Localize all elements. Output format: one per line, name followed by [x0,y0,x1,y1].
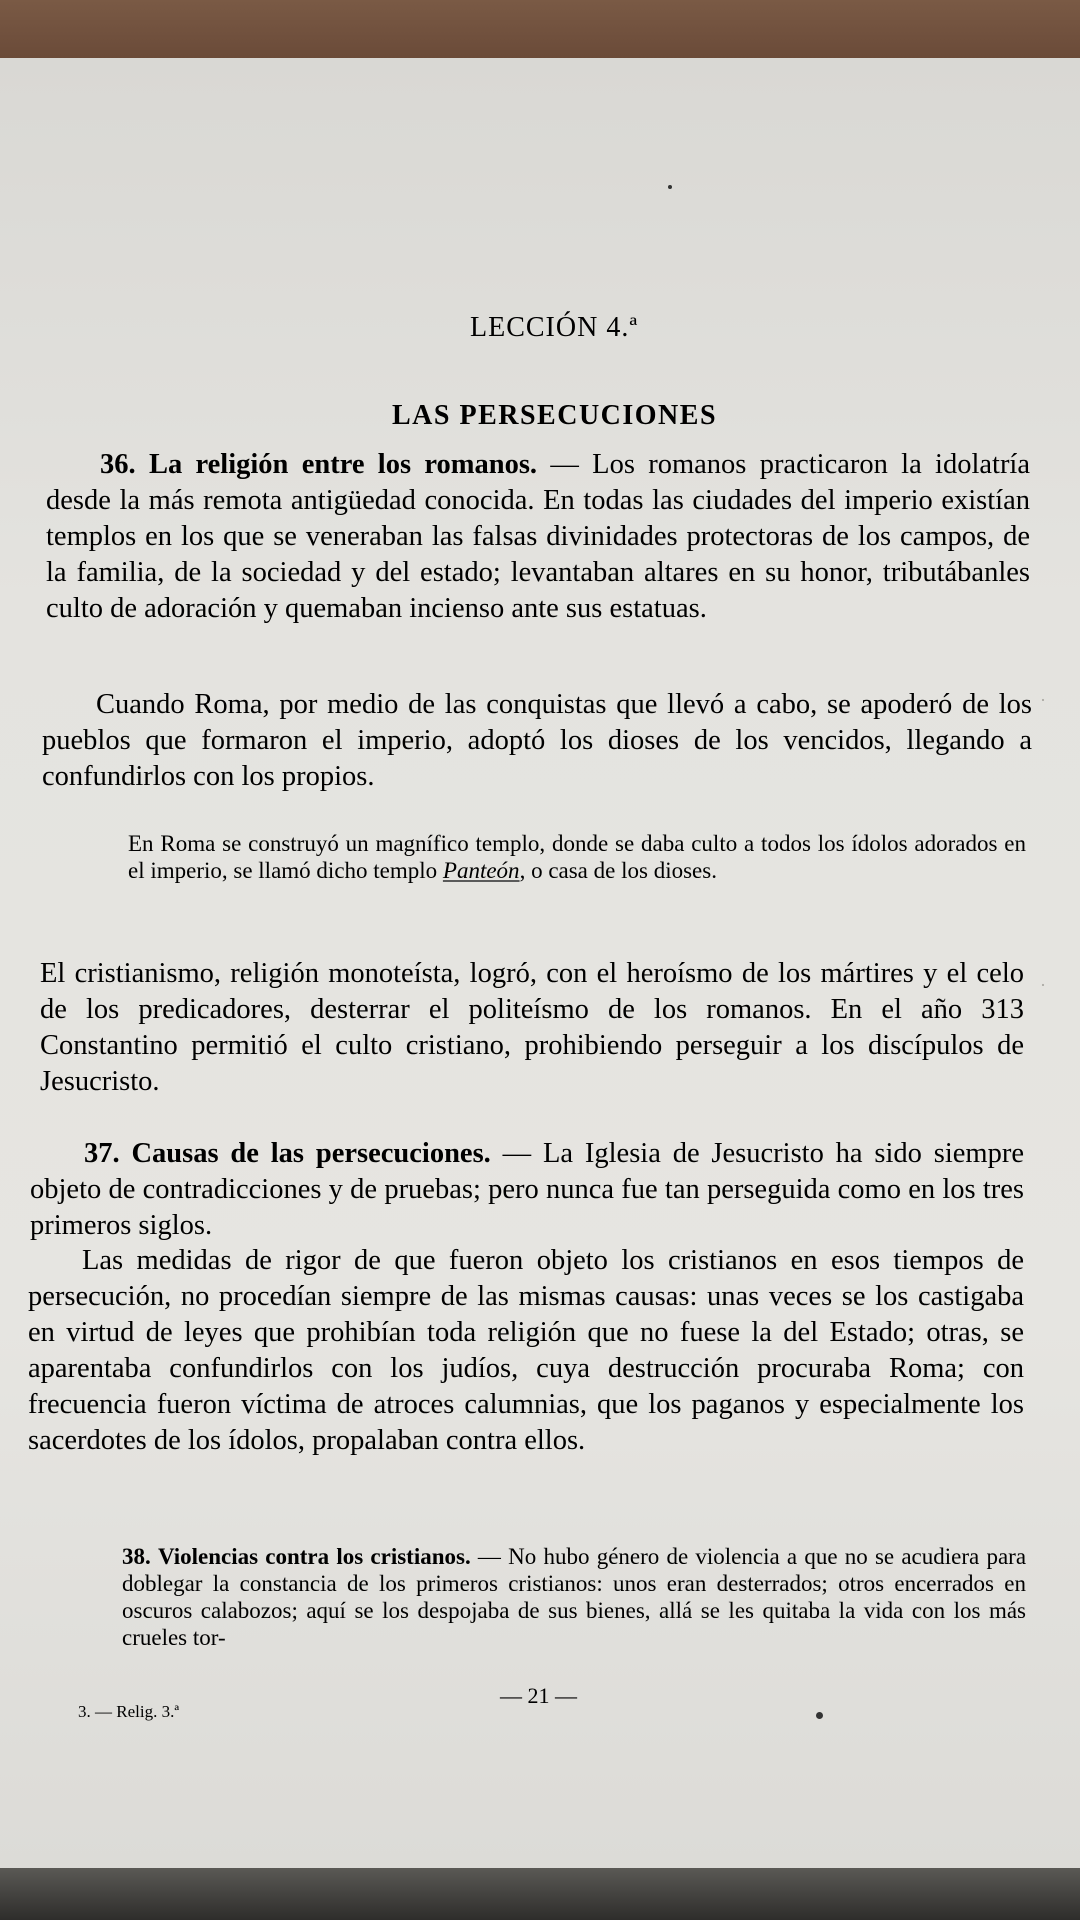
section-36-note [128,830,1026,884]
section-36-dash: — [537,449,593,480]
section-36-paragraph-1 [46,447,1030,627]
page-number: — 21 — [500,1683,577,1708]
note-text-end: , o casa de los dioses. [519,858,717,883]
section-36-paragraph-2: Cuando Roma, por medio de las conquistas que llevó a cabo, se apoderó de los pueblos que formaron el imperio, adoptó los dioses de los vencidos, llegando a confundirlos con los propios. [42,689,1032,792]
margin-pencil-mark: · [1040,975,1046,995]
note-italic-term: Panteón [442,858,520,883]
ink-speck [816,1712,823,1719]
section-37-number: 37. [84,1138,120,1169]
section-38-heading: Violencias contra los cristianos. [157,1544,471,1569]
section-36-text: Los romanos practicaron la idolatría desde la más remota antigüedad conocida. En todas las ciudades del imperio existían templos en los que se veneraban las falsas divinidades protectoras de los campos, de la familia, de la sociedad y del estado; levantaban altares en su honor, tributábanles culto de adoración y quemaban incienso ante sus estatuas. [46,449,1031,624]
section-38-number: 38. [122,1544,151,1569]
background-surface [0,0,1080,60]
section-37-text: La Iglesia de Jesucristo ha sido siempre objeto de contradicciones y de pruebas; pero nunca fue tan perseguida como en los tres primeros siglos. [30,1138,1024,1241]
lesson-label: LECCIÓN 4.ª [470,312,639,343]
chapter-title: LAS PERSECUCIONES [392,400,718,431]
page-bottom-edge [0,1868,1080,1920]
section-36-heading: La religión entre los romanos. [148,449,538,480]
signature-mark: 3. — Relig. 3.ª [78,1702,180,1721]
ink-speck [668,185,672,189]
margin-pencil-mark: · [1040,690,1046,710]
section-36-paragraph-3: El cristianismo, religión monoteísta, logró, con el heroísmo de los mártires y el celo de los predicadores, desterrar el politeísmo de los romanos. En el año 313 Constantino permitió el culto cristiano, prohibiendo perseguir a los discípulos de Jesucristo. [40,958,1024,1097]
section-36-number: 36. [100,449,136,480]
section-38-text: No hubo género de violencia a que no se acudiera para doblegar la constancia de los primeros cristianos: unos eran desterrados; otros encerrados en oscuros calabozos; aquí se los despojaba de sus bienes, allá se les quitaba la vida con los más crueles tor- [122,1544,1027,1650]
section-38-paragraph [122,1543,1026,1651]
section-37-paragraph-2: Las medidas de rigor de que fueron objeto los cristianos en esos tiempos de persecución, no procedían siempre de las mismas causas: unas veces se los castigaba en virtud de leyes que prohibían toda religión que no fuese la del Estado; otras, se aparentaba confundirlos con los judíos, cuya destrucción procuraba Roma; con frecuencia fueron víctima de atroces calumnias, que los paganos y especialmente los sacerdotes de los ídolos, propalaban contra ellos. [28,1245,1024,1456]
note-text-start: En Roma se construyó un magnífico templo, donde se daba culto a todos los ídolos adorados en el imperio, se llamó dicho templo [128,831,1026,883]
section-38-dash: — [470,1544,509,1569]
section-37-heading: Causas de las persecuciones. [131,1138,491,1169]
section-37-dash: — [490,1138,543,1169]
section-37-paragraph-1 [30,1136,1024,1244]
